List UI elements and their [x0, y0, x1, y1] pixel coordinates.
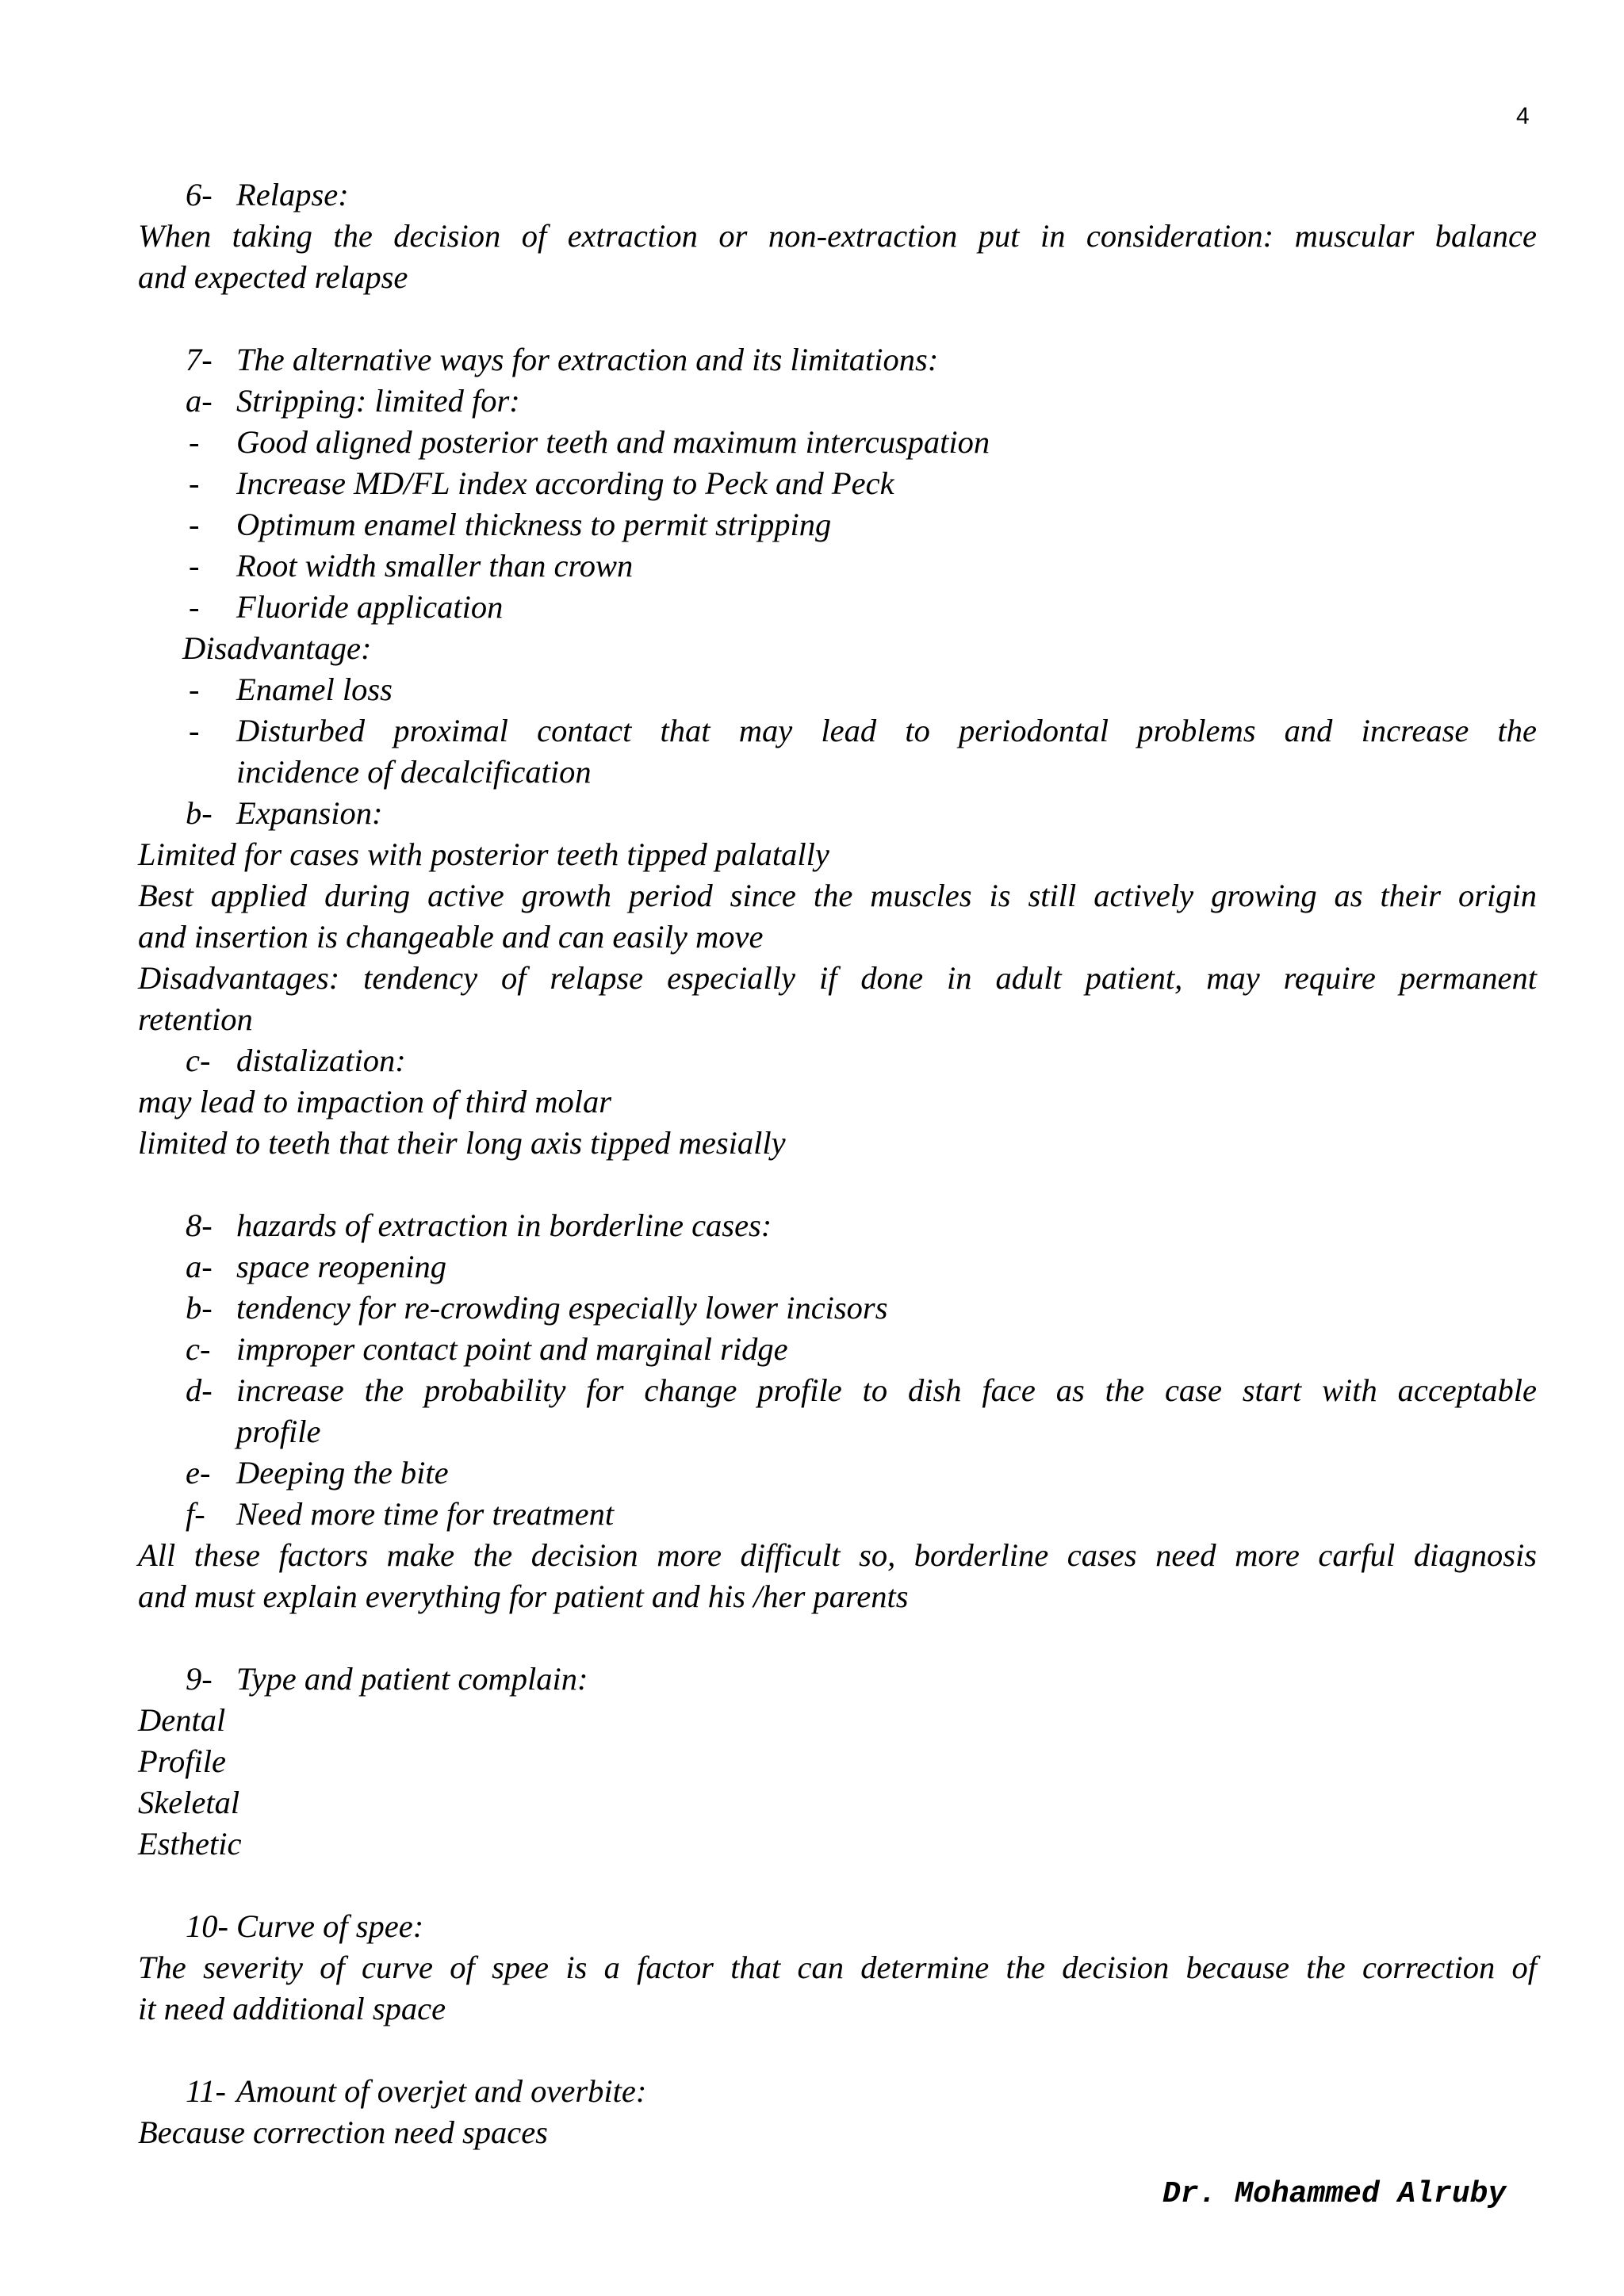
section-9-number: 9-: [186, 1661, 213, 1697]
bullet-dash: -: [189, 713, 200, 748]
expansion-line: retention: [138, 1001, 253, 1037]
section-7-number: 7-: [186, 342, 213, 377]
section-11-body-line-1: Because correction need spaces: [138, 2114, 548, 2150]
bullet-dash: -: [189, 548, 200, 584]
section-7a-label: a-: [186, 383, 213, 419]
expansion-line: Disadvantages: tendency of relapse especially if done in adult patient, may require permanent: [138, 960, 1537, 996]
expansion-line: Best applied during active growth period since the muscles is still actively growing as their origin: [138, 878, 1537, 913]
expansion-line: Limited for cases with posterior teeth tipped palatally: [138, 836, 829, 872]
hazard-label: f-: [186, 1496, 205, 1532]
stripping-limitation-item: Root width smaller than crown: [236, 548, 634, 584]
section-7c-label: c-: [186, 1043, 211, 1078]
section-10-body-line-2: it need additional space: [138, 1991, 446, 2026]
section-7b-title: Expansion:: [236, 795, 383, 831]
hazard-item: Deeping the bite: [236, 1455, 449, 1490]
section-7c-title: distalization:: [236, 1043, 406, 1078]
bullet-dash: -: [189, 424, 200, 460]
complaint-type: Skeletal: [138, 1785, 240, 1820]
stripping-limitation-item: Good aligned posterior teeth and maximum intercuspation: [236, 424, 990, 460]
bullet-dash: -: [189, 589, 200, 625]
bullet-dash: -: [189, 672, 200, 707]
stripping-disadvantage-item-continued: incidence of decalcification: [236, 754, 592, 790]
hazard-label: e-: [186, 1455, 211, 1490]
hazard-label: d-: [186, 1372, 213, 1408]
stripping-limitation-item: Increase MD/FL index according to Peck and Peck: [236, 465, 894, 501]
section-8-number: 8-: [186, 1207, 213, 1243]
bullet-dash: -: [189, 465, 200, 501]
hazard-item: tendency for re-crowding especially lower incisors: [236, 1290, 888, 1326]
section-7b-label: b-: [186, 795, 213, 831]
section-8-summary-line-1: All these factors make the decision more difficult so, borderline cases need more carful diagnosis: [138, 1537, 1537, 1573]
bullet-dash: -: [189, 507, 200, 542]
section-7-title: The alternative ways for extraction and its limitations:: [236, 342, 939, 377]
hazard-item: space reopening: [236, 1249, 447, 1284]
hazard-label: b-: [186, 1290, 213, 1326]
complaint-type: Dental: [138, 1702, 226, 1738]
stripping-limitation-item: Fluoride application: [236, 589, 504, 625]
section-8-title: hazards of extraction in borderline cases:: [236, 1207, 772, 1243]
section-6-number: 6-: [186, 177, 213, 212]
section-6-body-line-2: and expected relapse: [138, 259, 408, 295]
distalization-line: may lead to impaction of third molar: [138, 1084, 611, 1119]
section-9-title: Type and patient complain:: [236, 1661, 588, 1697]
complaint-type: Profile: [138, 1743, 226, 1779]
distalization-line: limited to teeth that their long axis tipped mesially: [138, 1125, 786, 1161]
section-11-number: 11-: [186, 2073, 226, 2109]
section-10-body-line-1: The severity of curve of spee is a factor that can determine the decision because the correction of: [138, 1950, 1537, 1985]
hazard-item: Need more time for treatment: [236, 1496, 615, 1532]
stripping-disadvantage-title: Disadvantage:: [182, 630, 372, 666]
author-signature: Dr. Mohammed Alruby: [1162, 2177, 1507, 2211]
hazard-label: a-: [186, 1249, 213, 1284]
section-10-title: Curve of spee:: [236, 1908, 424, 1944]
hazard-item: improper contact point and marginal ridge: [236, 1331, 788, 1367]
complaint-type: Esthetic: [138, 1826, 242, 1862]
hazard-item-continued: profile: [236, 1414, 321, 1449]
section-6-body-line-1: When taking the decision of extraction or non-extraction put in consideration: muscular balance: [138, 218, 1537, 254]
section-8-summary-line-2: and must explain everything for patient and his /her parents: [138, 1578, 909, 1614]
stripping-limitation-item: Optimum enamel thickness to permit stripping: [236, 507, 832, 542]
hazard-item: increase the probability for change profile to dish face as the case start with acceptable: [236, 1372, 1537, 1408]
stripping-disadvantage-item: Enamel loss: [236, 672, 393, 707]
page-number: 4: [1516, 103, 1530, 129]
section-7a-title: Stripping: limited for:: [236, 383, 520, 419]
stripping-disadvantage-item: Disturbed proximal contact that may lead to periodontal problems and increase the: [236, 713, 1537, 748]
section-11-title: Amount of overjet and overbite:: [236, 2073, 647, 2109]
hazard-label: c-: [186, 1331, 211, 1367]
expansion-line: and insertion is changeable and can easily move: [138, 919, 764, 955]
section-10-number: 10-: [186, 1908, 228, 1944]
section-6-title: Relapse:: [236, 177, 349, 212]
